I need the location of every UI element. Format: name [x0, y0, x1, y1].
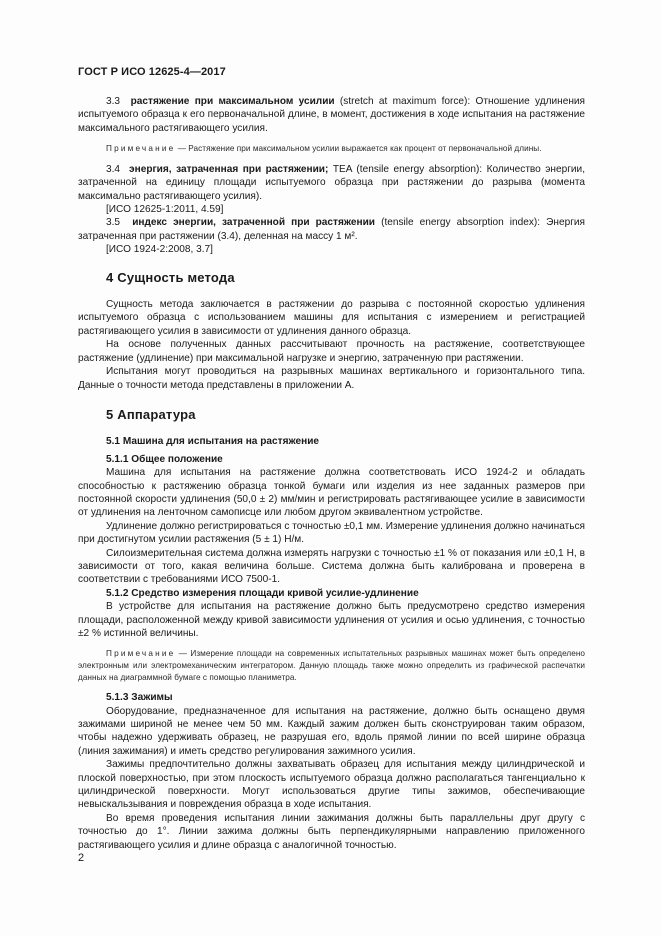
- definition-text: Энергия затраченная при растяжении (3.4), деленная на массу 1 м².: [78, 217, 586, 242]
- definition-number: 3.5: [106, 217, 121, 229]
- definition-text: Количество энергии, затраченной на единицу площади испытуемого образца при растяжении до разрыва (момента максимально растягивающего усилия).: [78, 163, 585, 202]
- note-label: Примечание: [106, 649, 176, 659]
- subsection-5-1-3-paragraph: Во время проведения испытания линии зажимания должны быть параллельны друг другу с точностью до 1°. Линии зажима должны быть перпендикулярными направлению приложенного растягивающего усилия и длине образца с аналогичной точностью.: [78, 812, 585, 851]
- section-5-title: 5 Аппаратура: [106, 406, 196, 422]
- definition-3-5: [78, 216, 585, 243]
- subsection-5-1-3-title: 5.1.3 Зажимы: [106, 692, 173, 704]
- note-2: [78, 648, 585, 683]
- subsection-5-1-1-paragraph: Удлинение должно регистрироваться с точностью ±0,1 мм. Измерение удлинения должно начинаться при достигнутом усилии растяжения (5 ± 1) Н/м.: [78, 520, 585, 546]
- definition-3-3: [78, 95, 585, 135]
- definition-text: Отношение удлинения испытуемого образца к его первоначальной длине, в момент, достижения в ходе испытания на растяжение максимального растягивающего усилия.: [78, 96, 586, 134]
- subsection-5-1-1-title: 5.1.1 Общее положение: [106, 453, 223, 465]
- definition-english: (stretch at maximum force):: [334, 96, 476, 107]
- subsection-5-1-1-paragraph: Машина для испытания на растяжение должна соответствовать ИСО 1924-2 и обладать способностью к растяжению образца тонкой бумаги или изделия из нее заданных размеров при постоянной скорости удлинения (50,0 ± 2) мм/мин и регистрировать растягивающее усилие в зависимости от удлинения на ленточном самописце или любом другом эквивалентном устройстве.: [78, 467, 585, 519]
- definition-3-4: [78, 163, 585, 203]
- definition-term: индекс энергии, затраченной при растяжении: [132, 217, 376, 229]
- section-4-paragraph: На основе полученных данных рассчитывают прочность на растяжение, соответствующее растяжение (удлинение) при максимальной нагрузке и энергию, затраченную при растяжении.: [78, 339, 585, 364]
- document-header: ГОСТ Р ИСО 12625-4—2017: [78, 66, 226, 78]
- note-1: [78, 143, 585, 155]
- note-label: Примечание: [106, 144, 176, 154]
- reference-3-5: [ИСО 1924-2:2008, 3.7]: [106, 244, 213, 256]
- note-text: — Растяжение при максимальном усилии выражается как процент от первоначальной длины.: [177, 144, 542, 154]
- definition-number: 3.4: [106, 163, 121, 175]
- section-4-paragraph: Сущность метода заключается в растяжении до разрыва с постоянной скоростью удлинения испытуемого образца с использованием машины для испытания с измерением и регистрацией растягивающего усилия в зависимости от удлинения данного образца.: [78, 299, 585, 337]
- definition-term: растяжение при максимальном усилии: [130, 96, 335, 107]
- definition-term: энергия, затраченная при растяжении;: [129, 163, 329, 175]
- definition-english: TEA (tensile energy absorption):: [328, 163, 487, 175]
- subsection-5-1-3-paragraph: Зажимы предпочтительно должны захватывать образец для испытания между цилиндрической и плоской поверхностью, при этом плоскость испытуемого образца должно располагаться тангенциально к цилиндрической поверхности. Могут использоваться другие типы зажимов, обеспечивающие невыскальзывания и повреждения образца в ходе испытания.: [78, 759, 585, 811]
- definition-english: (tensile energy absorption index):: [375, 217, 547, 229]
- subsection-5-1-2-title: 5.1.2 Средство измерения площади кривой усилие-удлинение: [106, 587, 419, 599]
- subsection-5-1-1-paragraph: Силоизмерительная система должна измерять нагрузки с точностью ±1 % от показания или ±0,1 Н, в зависимости от того, какая величина больше. Система должна быть калибрована и проверена в соответствии с требованиями ИСО 7500-1.: [78, 547, 585, 586]
- subsection-5-1-title: 5.1 Машина для испытания на растяжение: [106, 436, 320, 448]
- reference-3-4: [ИСО 12625-1:2011, 4.59]: [106, 204, 224, 216]
- note-text: — Измерение площади на современных испытательных разрывных машинах может быть определено электронным или электромеханическим интегратором. Данную площадь также можно определить из графической распечатки данных на диаграммной бумаге с помощью планиметра.: [78, 649, 586, 682]
- definition-number: 3.3: [106, 96, 121, 107]
- section-4-title: 4 Сущность метода: [106, 269, 235, 285]
- subsection-5-1-3-paragraph: Оборудование, предназначенное для испытания на растяжение, должно быть оснащено двумя зажимами шириной не менее чем 50 мм. Каждый зажим должен быть сконструирован таким образом, чтобы надежно удерживать образец, не разрушая его, вдоль прямой линии по всей ширине образца (линия зажимания) и иметь средство регулирования зажимного усилия.: [78, 705, 585, 757]
- section-4-paragraph: Испытания могут проводиться на разрывных машинах вертикального и горизонтального типа. Данные о точности метода представлены в приложении А.: [78, 366, 585, 391]
- subsection-5-1-2-paragraph: В устройстве для испытания на растяжение должно быть предусмотрено средство измерения площади, расположенной между кривой зависимости удлинения от усилия и осью удлинения, с точностью ±2 % истинной величины.: [78, 601, 585, 639]
- page-number: 2: [78, 852, 85, 864]
- page-content: [78, 95, 585, 852]
